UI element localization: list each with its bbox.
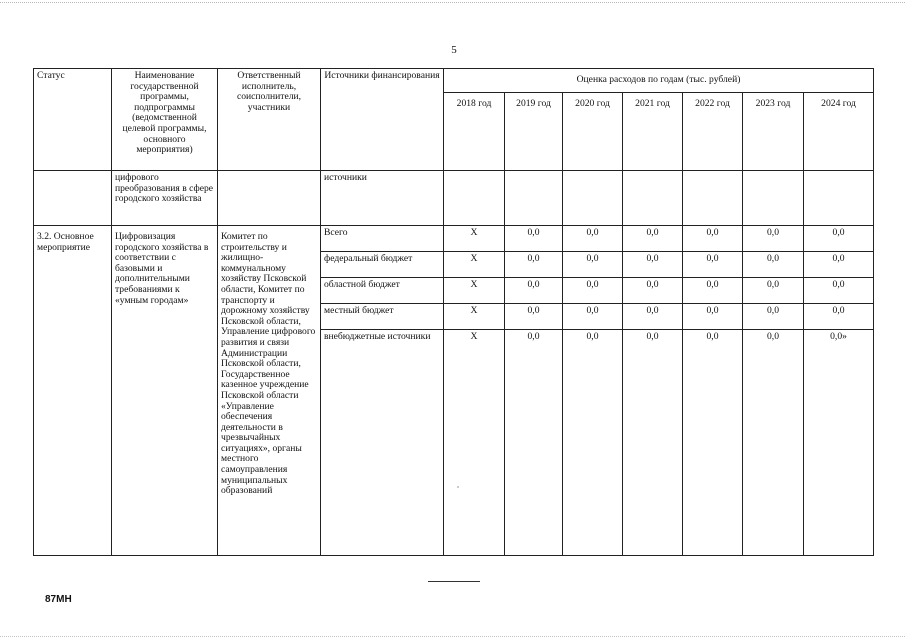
- measure-status: 3.2. Основное мероприятие: [34, 226, 112, 556]
- row-source: Всего: [321, 226, 444, 252]
- scan-edge-bottom: [0, 636, 905, 637]
- value-cell: X: [444, 252, 505, 278]
- header-sources: Источники финансирования: [321, 69, 444, 171]
- continuation-cell: [623, 171, 683, 226]
- scan-edge-top: [0, 2, 905, 3]
- header-year-2020: 2020 год: [563, 93, 623, 171]
- header-year-2022: 2022 год: [683, 93, 743, 171]
- scan-speck: [457, 486, 459, 488]
- header-year-2018: 2018 год: [444, 93, 505, 171]
- value-cell: 0,0: [563, 330, 623, 556]
- header-row-top: [34, 69, 874, 93]
- value-cell: 0,0: [623, 278, 683, 304]
- continuation-cell: [505, 171, 563, 226]
- value-cell: 0,0: [505, 278, 563, 304]
- value-cell: 0,0: [804, 252, 874, 278]
- measure-name: Цифровизация городского хозяйства в соответствии с базовыми и дополнительными требованиями к «умным городам»: [112, 226, 218, 556]
- value-cell: 0,0»: [804, 330, 874, 556]
- footer-document-code: 87МН: [45, 594, 72, 605]
- value-cell: X: [444, 278, 505, 304]
- value-cell: 0,0: [804, 278, 874, 304]
- footer-divider: [428, 581, 480, 582]
- table-row-total: [34, 226, 874, 252]
- value-cell: 0,0: [743, 226, 804, 252]
- row-source: областной бюджет: [321, 278, 444, 304]
- continuation-row: [34, 171, 874, 226]
- page-number: 5: [451, 44, 457, 56]
- value-cell: 0,0: [743, 278, 804, 304]
- value-cell: 0,0: [505, 304, 563, 330]
- value-cell: X: [444, 226, 505, 252]
- continuation-cell: [683, 171, 743, 226]
- row-source: местный бюджет: [321, 304, 444, 330]
- value-cell: 0,0: [623, 304, 683, 330]
- header-status: Статус: [34, 69, 112, 171]
- value-cell: 0,0: [563, 252, 623, 278]
- header-year-2021: 2021 год: [623, 93, 683, 171]
- value-cell: 0,0: [743, 304, 804, 330]
- continuation-cell: [804, 171, 874, 226]
- row-source: федеральный бюджет: [321, 252, 444, 278]
- budget-table: [33, 68, 874, 556]
- value-cell: 0,0: [623, 226, 683, 252]
- value-cell: 0,0: [505, 226, 563, 252]
- value-cell: 0,0: [505, 252, 563, 278]
- value-cell: 0,0: [743, 330, 804, 556]
- continuation-status: [34, 171, 112, 226]
- measure-responsible: Комитет по строительству и жилищно-коммунальному хозяйству Псковской области, Комитет по транспорту и дорожному хозяйству Псковской области, Управление цифрового развития и связи Администрации Псковской области, Государственное казенное учреждение Псковской области «Управление обеспечения деятельности в чрезвычайных ситуациях», органы местного самоуправления муниципальных образований: [218, 226, 321, 556]
- value-cell: 0,0: [683, 252, 743, 278]
- value-cell: 0,0: [623, 330, 683, 556]
- continuation-name: цифрового преобразования в сфере городского хозяйства: [112, 171, 218, 226]
- value-cell: X: [444, 304, 505, 330]
- value-cell: 0,0: [683, 226, 743, 252]
- value-cell: X: [444, 330, 505, 556]
- value-cell: 0,0: [623, 252, 683, 278]
- header-year-2024: 2024 год: [804, 93, 874, 171]
- value-cell: 0,0: [804, 226, 874, 252]
- header-estimate: Оценка расходов по годам (тыс. рублей): [444, 69, 874, 93]
- row-source: внебюджетные источники: [321, 330, 444, 556]
- continuation-source: источники: [321, 171, 444, 226]
- header-year-2019: 2019 год: [505, 93, 563, 171]
- value-cell: 0,0: [563, 226, 623, 252]
- value-cell: 0,0: [683, 278, 743, 304]
- header-year-2023: 2023 год: [743, 93, 804, 171]
- continuation-cell: [563, 171, 623, 226]
- value-cell: 0,0: [804, 304, 874, 330]
- continuation-cell: [444, 171, 505, 226]
- value-cell: 0,0: [563, 304, 623, 330]
- value-cell: 0,0: [743, 252, 804, 278]
- value-cell: 0,0: [683, 304, 743, 330]
- header-program-name: Наименование государственной программы, подпрограммы (ведомственной целевой программы, основного мероприятия): [112, 69, 218, 171]
- continuation-cell: [743, 171, 804, 226]
- continuation-responsible: [218, 171, 321, 226]
- value-cell: 0,0: [505, 330, 563, 556]
- value-cell: 0,0: [683, 330, 743, 556]
- value-cell: 0,0: [563, 278, 623, 304]
- header-responsible: Ответственный исполнитель, соисполнители, участники: [218, 69, 321, 171]
